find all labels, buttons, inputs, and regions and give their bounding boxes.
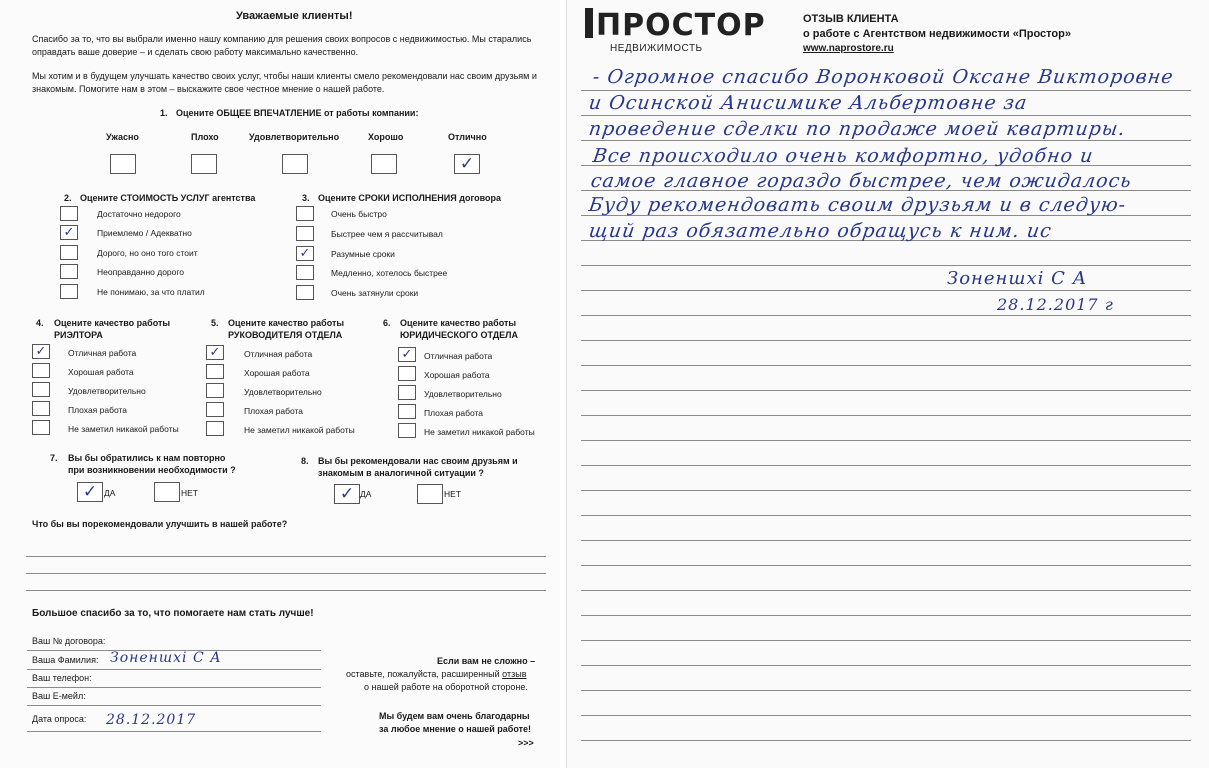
date-field-label: Дата опроса: bbox=[32, 714, 87, 724]
surname-field-label: Ваша Фамилия: bbox=[32, 655, 99, 665]
checkbox-checked[interactable]: ✓ bbox=[398, 347, 416, 362]
date-field-value[interactable]: 28.12.2017 bbox=[106, 712, 197, 728]
intro-text-line: Спасибо за то, что вы выбрали именно нашу компанию для решения своих вопросов с недвижимостью. Мы старались bbox=[32, 34, 532, 44]
checkbox[interactable] bbox=[398, 385, 416, 400]
question-recommend-label: Вы бы рекомендовали нас своим друзьям и bbox=[318, 456, 518, 466]
option-label: Хорошая работа bbox=[244, 368, 310, 378]
thanks-text: Большое спасибо за то, что помогаете нам стать лучше! bbox=[32, 608, 314, 619]
option-label: Дорого, но оно того стоит bbox=[97, 248, 198, 258]
option-no-label: НЕТ bbox=[181, 488, 198, 498]
review-text-line: Буду рекомендовать своим друзьям и в следую- bbox=[587, 194, 1128, 216]
question-number: 3. bbox=[302, 193, 310, 203]
option-label: Ужасно bbox=[106, 132, 139, 142]
option-label: Удовлетворительно bbox=[249, 132, 340, 142]
improve-question: Что бы вы порекомендовали улучшить в нашей работе? bbox=[32, 519, 288, 529]
checkbox[interactable] bbox=[398, 423, 416, 438]
checkbox[interactable] bbox=[206, 421, 224, 436]
checkbox[interactable] bbox=[296, 226, 314, 241]
option-label: Не заметил никакой работы bbox=[424, 427, 535, 437]
checkbox-checked[interactable]: ✓ bbox=[296, 246, 314, 261]
question-legal-label: ЮРИДИЧЕСКОГО ОТДЕЛА bbox=[400, 330, 518, 340]
question-legal-label: Оцените качество работы bbox=[400, 318, 517, 328]
survey-form-sheet bbox=[0, 0, 560, 768]
note-text: оставьте, пожалуйста, расширенный отзыв bbox=[346, 669, 527, 679]
question-deadline-label: Оцените СРОКИ ИСПОЛНЕНИЯ договора bbox=[318, 193, 501, 203]
option-label: Хорошо bbox=[368, 132, 404, 142]
surname-field-value[interactable]: Зоненшхі С А bbox=[110, 650, 222, 666]
date-field-line bbox=[27, 731, 321, 732]
review-text-line: проведение сделки по продаже моей квартиры. bbox=[587, 118, 1127, 140]
option-label: Отличная работа bbox=[424, 351, 493, 361]
intro-text-line: оправдать ваше доверие – и сделать свою работу максимально качественно. bbox=[32, 47, 359, 57]
checkbox[interactable] bbox=[60, 206, 78, 221]
question-cost-label: Оцените СТОИМОСТЬ УСЛУГ агентства bbox=[80, 193, 256, 203]
checkbox-checked[interactable]: ✓ bbox=[32, 344, 50, 359]
question-number: 2. bbox=[64, 193, 72, 203]
option-label: Очень быстро bbox=[331, 209, 387, 219]
option-label: Плохая работа bbox=[244, 406, 304, 416]
surname-field-line bbox=[27, 669, 321, 670]
cta-text: Мы будем вам очень благодарны bbox=[379, 711, 530, 721]
option-label: Удовлетворительно bbox=[424, 389, 502, 399]
note-bold: Если вам не сложно – bbox=[437, 656, 536, 666]
option-yes-label: ДА bbox=[360, 489, 372, 499]
email-field-label: Ваш E-мейл: bbox=[32, 691, 86, 701]
review-title: ОТЗЫВ КЛИЕНТА bbox=[803, 13, 899, 25]
checkbox[interactable] bbox=[60, 264, 78, 279]
option-label: Отличная работа bbox=[68, 348, 137, 358]
option-label: Достаточно недорого bbox=[97, 209, 181, 219]
checkbox[interactable] bbox=[206, 383, 224, 398]
intro-text-line: Мы хотим и в будущем улучшать качество своих услуг, чтобы наши клиенты смело рекомендовали нас своим друзьям и bbox=[32, 71, 537, 81]
review-text-line: Все происходило очень комфортно, удобно и bbox=[591, 145, 1095, 167]
question-repeat-label: при возникновении необходимости ? bbox=[68, 465, 236, 475]
review-text-line: самое главное гораздо быстрее, чем ожидалось bbox=[589, 170, 1134, 192]
answer-line bbox=[26, 590, 546, 591]
checkbox-checked[interactable]: ✓ bbox=[60, 225, 78, 240]
review-text-line: - Огромное спасибо Воронковой Оксане Викторовне bbox=[591, 66, 1176, 88]
review-sheet bbox=[566, 0, 1209, 768]
review-text-line: и Осинской Анисимике Альбертовне за bbox=[587, 92, 1029, 114]
review-text-line: щий раз обязательно обращусь к ним. ис bbox=[587, 220, 1054, 242]
checkbox[interactable] bbox=[60, 284, 78, 299]
question-recommend-label: знакомым в аналогичной ситуации ? bbox=[318, 468, 484, 478]
option-no-label: НЕТ bbox=[444, 489, 461, 499]
checkbox[interactable] bbox=[32, 420, 50, 435]
review-link[interactable]: отзыв bbox=[502, 669, 527, 679]
question-number: 1. bbox=[160, 108, 168, 118]
checkbox-checked[interactable]: ✓ bbox=[77, 482, 103, 502]
checkbox[interactable] bbox=[206, 402, 224, 417]
checkbox[interactable] bbox=[296, 265, 314, 280]
option-label: Быстрее чем я рассчитывал bbox=[331, 229, 443, 239]
review-subtitle: о работе с Агентством недвижимости «Простор» bbox=[803, 28, 1071, 40]
checkbox[interactable] bbox=[398, 366, 416, 381]
question-number: 4. bbox=[36, 318, 44, 328]
option-label: Не заметил никакой работы bbox=[244, 425, 355, 435]
question-number: 6. bbox=[383, 318, 391, 328]
checkbox-checked[interactable]: ✓ bbox=[334, 484, 360, 504]
option-label: Отлично bbox=[448, 132, 487, 142]
option-label: Приемлемо / Адекватно bbox=[97, 228, 192, 238]
checkbox[interactable] bbox=[296, 206, 314, 221]
checkbox[interactable] bbox=[206, 364, 224, 379]
checkbox[interactable] bbox=[296, 285, 314, 300]
note-text: о нашей работе на оборотной стороне. bbox=[364, 682, 528, 692]
option-label: Не заметил никакой работы bbox=[68, 424, 179, 434]
phone-field-line[interactable] bbox=[27, 687, 321, 688]
cta-text: за любое мнение о нашей работе! bbox=[379, 724, 532, 734]
answer-line bbox=[26, 573, 546, 574]
phone-field-label: Ваш телефон: bbox=[32, 673, 92, 683]
question-overall-label: Оцените ОБЩЕЕ ВПЕЧАТЛЕНИЕ от работы компании: bbox=[176, 108, 419, 118]
signature-date: 28.12.2017 г bbox=[997, 295, 1114, 314]
option-label: Разумные сроки bbox=[331, 249, 395, 259]
logo-subtitle: НЕДВИЖИМОСТЬ bbox=[610, 43, 703, 54]
checkbox[interactable] bbox=[32, 401, 50, 416]
checkbox[interactable] bbox=[371, 154, 397, 174]
checkbox-checked[interactable]: ✓ bbox=[206, 345, 224, 360]
checkbox[interactable] bbox=[191, 154, 217, 174]
option-label: Хорошая работа bbox=[424, 370, 490, 380]
option-label: Удовлетворительно bbox=[244, 387, 322, 397]
question-number: 7. bbox=[50, 453, 58, 463]
option-yes-label: ДА bbox=[104, 488, 116, 498]
checkbox[interactable] bbox=[398, 404, 416, 419]
cta-arrows: >>> bbox=[518, 738, 534, 748]
checkbox[interactable] bbox=[110, 154, 136, 174]
question-number: 8. bbox=[301, 456, 309, 466]
checkbox[interactable] bbox=[154, 482, 180, 502]
question-realtor-label: РИЭЛТОРА bbox=[54, 330, 103, 340]
contract-field-label: Ваш № договора: bbox=[32, 636, 106, 646]
option-label: Очень затянули сроки bbox=[331, 288, 419, 298]
question-number: 5. bbox=[211, 318, 219, 328]
checkbox[interactable] bbox=[417, 484, 443, 504]
option-label: Удовлетворительно bbox=[68, 386, 146, 396]
option-label: Отличная работа bbox=[244, 349, 313, 359]
option-label: Плохая работа bbox=[68, 405, 128, 415]
option-label: Плохая работа bbox=[424, 408, 484, 418]
option-label: Хорошая работа bbox=[68, 367, 134, 377]
option-label: Медленно, хотелось быстрее bbox=[331, 268, 448, 278]
option-label: Неоправданно дорого bbox=[97, 267, 185, 277]
checkbox[interactable] bbox=[60, 245, 78, 260]
question-repeat-label: Вы бы обратились к нам повторно bbox=[68, 453, 226, 463]
checkbox[interactable] bbox=[32, 382, 50, 397]
intro-text-line: знакомым. Помогите нам в этом – выскажите свое честное мнение о нашей работе. bbox=[32, 84, 385, 94]
question-manager-label: РУКОВОДИТЕЛЯ ОТДЕЛА bbox=[228, 330, 343, 340]
email-field-line[interactable] bbox=[27, 705, 321, 706]
question-realtor-label: Оцените качество работы bbox=[54, 318, 171, 328]
website-link[interactable]: www.naprostore.ru bbox=[803, 43, 894, 54]
greeting-title: Уважаемые клиенты! bbox=[236, 10, 353, 22]
checkbox-checked[interactable]: ✓ bbox=[454, 154, 480, 174]
answer-line bbox=[26, 556, 546, 557]
option-label: Не понимаю, за что платил bbox=[97, 287, 205, 297]
company-logo: ПРОСТОР bbox=[585, 8, 766, 43]
signature: Зоненшхі С А bbox=[947, 268, 1088, 289]
checkbox[interactable] bbox=[282, 154, 308, 174]
option-label: Плохо bbox=[191, 132, 219, 142]
question-manager-label: Оцените качество работы bbox=[228, 318, 345, 328]
checkbox[interactable] bbox=[32, 363, 50, 378]
